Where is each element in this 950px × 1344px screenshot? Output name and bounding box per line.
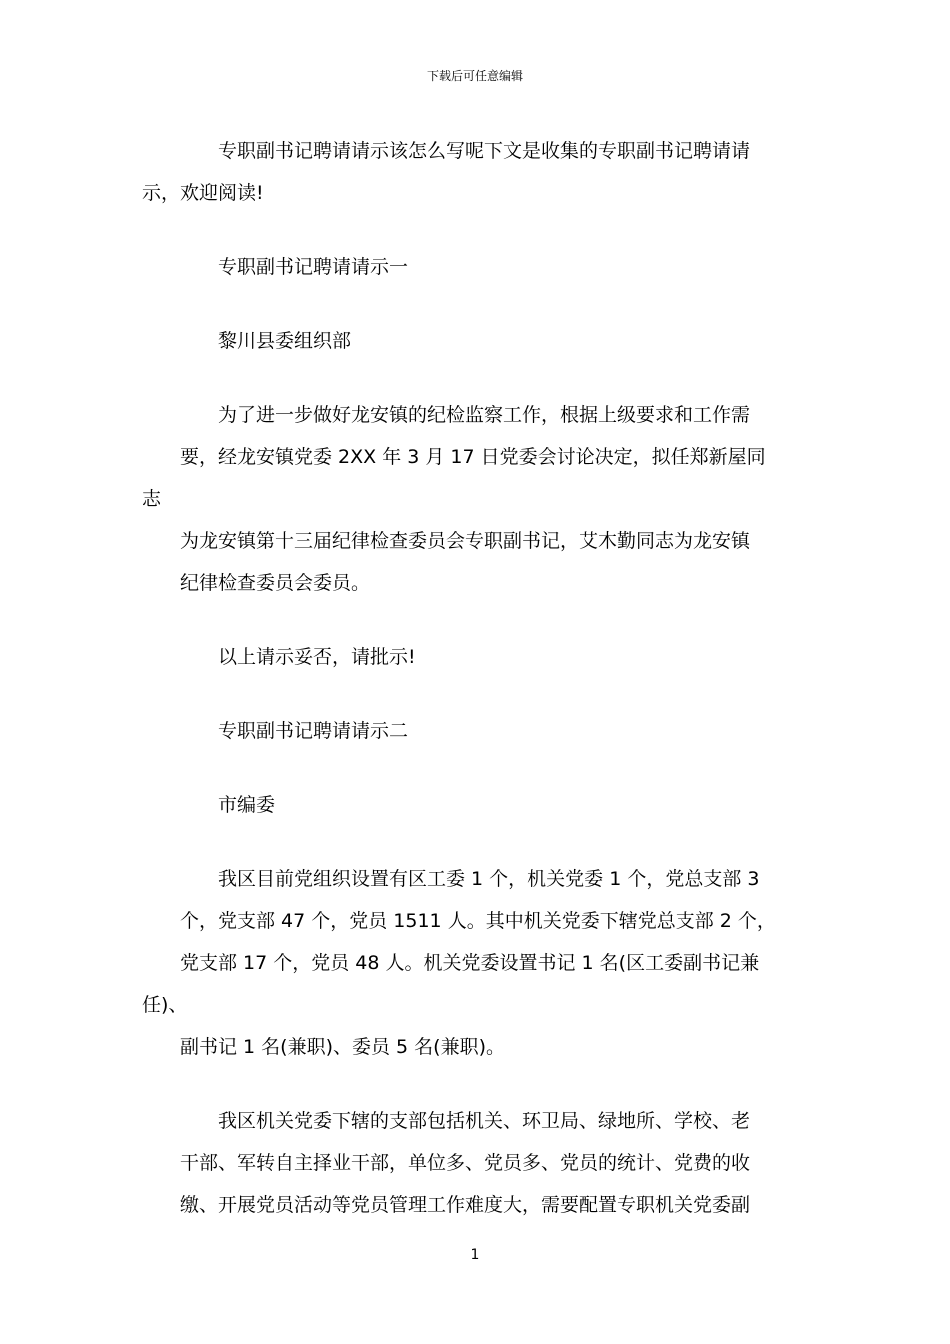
paragraph-body-one xyxy=(142,394,780,604)
text-line: 缴、开展党员活动等党员管理工作难度大，需要配置专职机关党委副 xyxy=(180,1194,751,1216)
text-line: 专职副书记聘请请示一 xyxy=(218,256,409,278)
text-line: 我区机关党委下辖的支部包括机关、环卫局、绿地所、学校、老 xyxy=(218,1110,751,1132)
text-line: 纪律检查委员会委员。 xyxy=(180,572,371,594)
section-title-one xyxy=(180,246,780,288)
text-line: 黎川县委组织部 xyxy=(218,330,352,352)
text-line: 市编委 xyxy=(218,794,276,816)
text-line: 专职副书记聘请请示该怎么写呢下文是收集的专职副书记聘请请 xyxy=(218,140,751,162)
page-number: 1 xyxy=(470,1247,480,1263)
text-line: 副书记 1 名(兼职)、委员 5 名(兼职)。 xyxy=(180,1036,505,1058)
text-line: 要，经龙安镇党委 2XX 年 3 月 17 日党委会讨论决定，拟任郑新屋同志 xyxy=(142,446,766,510)
text-line: 党支部 17 个，党员 48 人。机关党委设置书记 1 名(区工委副书记兼任)、 xyxy=(142,952,760,1016)
page-header: 下载后可任意编辑 xyxy=(426,69,523,83)
recipient-two xyxy=(180,784,780,826)
text-line: 干部、军转自主择业干部，单位多、党员多、党员的统计、党费的收 xyxy=(180,1152,751,1174)
text-line: 示，欢迎阅读! xyxy=(142,182,264,204)
text-line: 为龙安镇第十三届纪律检查委员会专职副书记，艾木勤同志为龙安镇 xyxy=(180,530,751,552)
text-line: 个，党支部 47 个，党员 1511 人。其中机关党委下辖党总支部 2 个， xyxy=(180,910,776,932)
paragraph-body-two xyxy=(142,858,780,1068)
paragraph-body-three xyxy=(180,1100,780,1226)
text-line: 我区目前党组织设置有区工委 1 个，机关党委 1 个，党总支部 3 xyxy=(218,868,760,890)
closing-request-one xyxy=(180,636,780,678)
recipient-one xyxy=(180,320,780,362)
text-line: 专职副书记聘请请示二 xyxy=(218,720,409,742)
text-line: 为了进一步做好龙安镇的纪检监察工作，根据上级要求和工作需 xyxy=(218,404,751,426)
section-title-two xyxy=(180,710,780,752)
document-body xyxy=(142,130,780,1258)
text-line: 以上请示妥否，请批示! xyxy=(218,646,416,668)
paragraph-intro xyxy=(142,130,780,214)
